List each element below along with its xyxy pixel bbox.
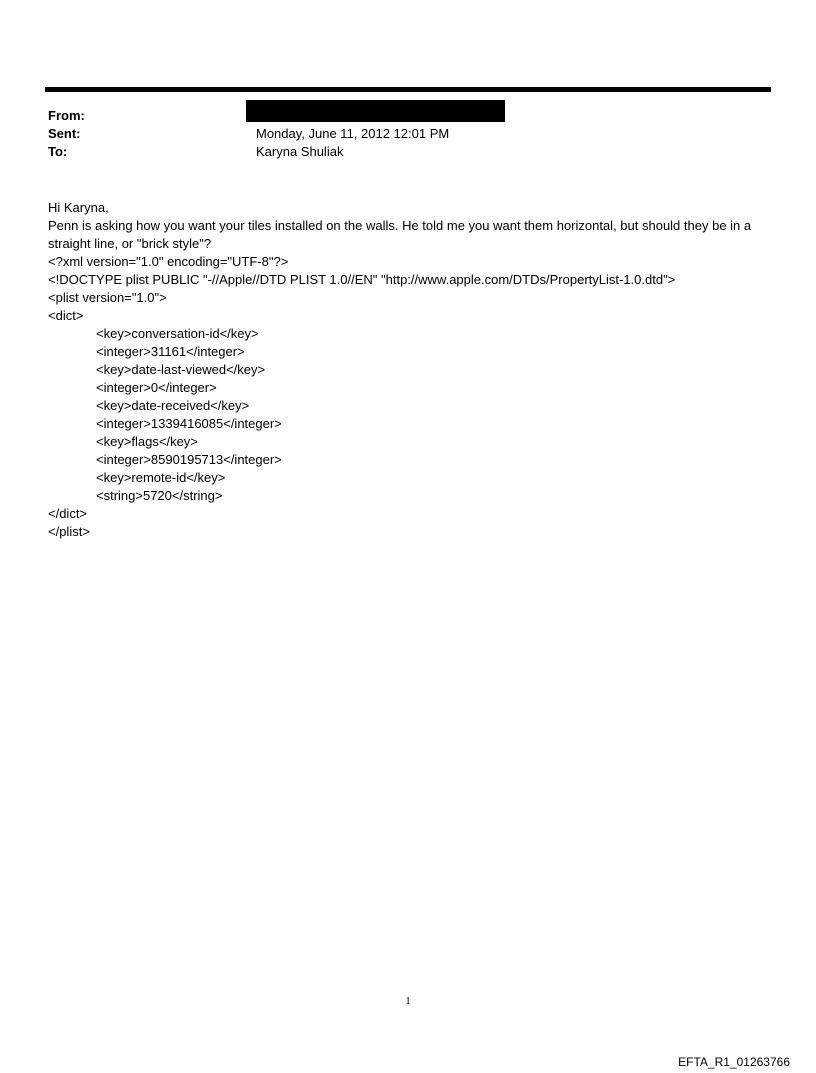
- from-redaction: [246, 100, 505, 122]
- sent-label: Sent:: [48, 126, 81, 141]
- doctype-line: <!DOCTYPE plist PUBLIC "-//Apple//DTD PLIST 1.0//EN" "http://www.apple.com/DTDs/PropertyList-1.0.dtd">: [48, 272, 676, 287]
- page-number: 1: [405, 995, 411, 1007]
- dict-line: <integer>31161</integer>: [96, 344, 245, 359]
- plist-open-line: <plist version="1.0">: [48, 290, 167, 305]
- message-text: Penn is asking how you want your tiles installed on the walls. He told me you want them horizontal, but should they be in a straight line, or "brick style"?: [48, 218, 752, 251]
- sent-value: Monday, June 11, 2012 12:01 PM: [256, 126, 450, 141]
- dict-line: <integer>0</integer>: [96, 380, 217, 395]
- dict-line: <integer>1339416085</integer>: [96, 416, 282, 431]
- dict-line: <key>remote-id</key>: [96, 470, 226, 485]
- dict-close-line: </dict>: [48, 506, 88, 521]
- dict-line: <string>5720</string>: [96, 488, 223, 503]
- dict-line: <key>flags</key>: [96, 434, 198, 449]
- to-value: Karyna Shuliak: [256, 144, 344, 159]
- greeting: Hi Karyna,: [48, 200, 109, 215]
- from-row: [48, 107, 748, 125]
- from-label: From:: [48, 108, 85, 123]
- email-header: [48, 107, 748, 161]
- dict-line: <key>date-last-viewed</key>: [96, 362, 266, 377]
- email-body: [48, 199, 768, 541]
- dict-line: <key>conversation-id</key>: [96, 326, 259, 341]
- dict-open-line: <dict>: [48, 308, 84, 323]
- header-rule: [45, 87, 771, 92]
- xml-declaration-line: <?xml version="1.0" encoding="UTF-8"?>: [48, 254, 289, 269]
- to-row: [48, 143, 748, 161]
- bates-number: EFTA_R1_01263766: [678, 1055, 790, 1069]
- dict-line: <key>date-received</key>: [96, 398, 250, 413]
- to-label: To:: [48, 144, 68, 159]
- plist-close-line: </plist>: [48, 524, 90, 539]
- dict-line: <integer>8590195713</integer>: [96, 452, 282, 467]
- sent-row: [48, 125, 748, 143]
